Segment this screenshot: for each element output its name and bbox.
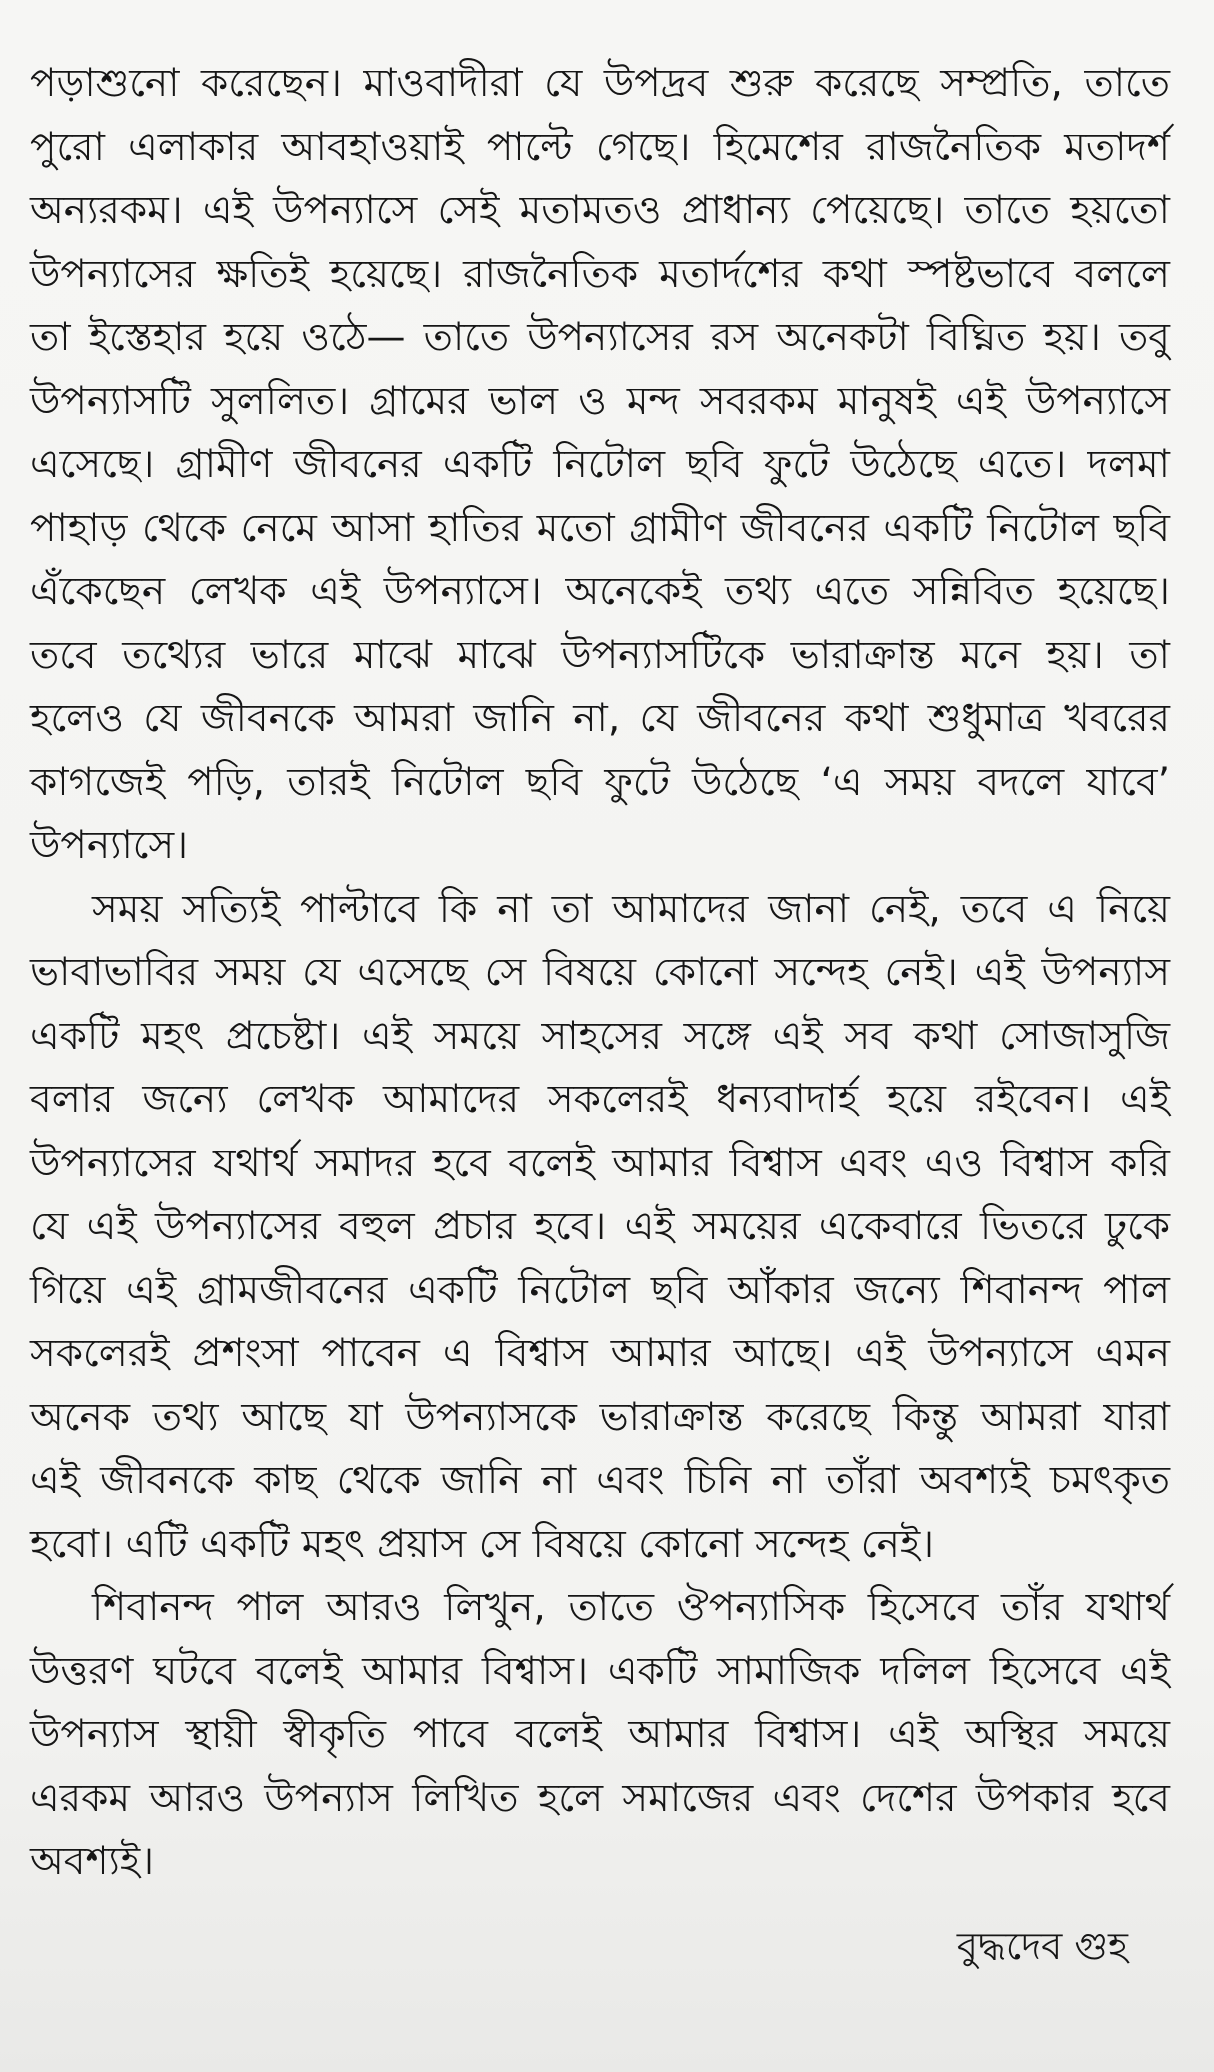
text-line: পুরো এলাকার আবহাওয়াই পাল্টে গেছে। হিমেশের রাজনৈতিক মতাদর্শ	[30, 124, 1170, 170]
text-line: উপন্যাস স্থায়ী স্বীকৃতি পাবে বলেই আমার বিশ্বাস। এই অস্থির সময়ে	[30, 1712, 1170, 1757]
text-line: এসেছে। গ্রামীণ জীবনের একটি নিটোল ছবি ফুটে উঠেছে এতে। দলমা	[30, 442, 1170, 487]
text-line: অবশ্যই।	[30, 1839, 155, 1884]
paragraph	[30, 52, 1170, 878]
text-line: সময় সত্যিই পাল্টাবে কি না তা আমাদের জানা নেই, তবে এ নিয়ে	[92, 886, 1170, 932]
text-line: তবে তথ্যের ভারে মাঝে মাঝে উপন্যাসটিকে ভারাক্রান্ত মনে হয়। তা	[30, 632, 1170, 678]
text-line: অনেক তথ্য আছে যা উপন্যাসকে ভারাক্রান্ত করেছে কিন্তু আমরা যারা	[30, 1394, 1170, 1440]
paragraph	[30, 1576, 1170, 1894]
text-line: শিবানন্দ পাল আরও লিখুন, তাতে ঔপন্যাসিক হিসেবে তাঁর যথার্থ	[92, 1585, 1170, 1630]
book-page-text	[30, 52, 1170, 1894]
text-line: অন্যরকম। এই উপন্যাসে সেই মতামতও প্রাধান্য পেয়েছে। তাতে হয়তো	[30, 188, 1170, 233]
text-line: কাগজেই পড়ি, তারই নিটোল ছবি ফুটে উঠেছে ‘এ সময় বদলে যাবে’	[30, 759, 1170, 805]
text-line: গিয়ে এই গ্রামজীবনের একটি নিটোল ছবি আঁকার জন্যে শিবানন্দ পাল	[30, 1267, 1170, 1313]
text-line: এরকম আরও উপন্যাস লিখিত হলে সমাজের এবং দেশের উপকার হবে	[30, 1775, 1170, 1821]
text-line: পড়াশুনো করেছেন। মাওবাদীরা যে উপদ্রব শুরু করেছে সম্প্রতি, তাতে	[30, 61, 1170, 106]
text-line: যে এই উপন্যাসের বহুল প্রচার হবে। এই সময়ের একেবারে ভিতরে ঢুকে	[30, 1204, 1170, 1249]
text-line: তা ইস্তেহার হয়ে ওঠে— তাতে উপন্যাসের রস অনেকটা বিঘ্নিত হয়। তবু	[30, 315, 1170, 360]
text-line: হলেও যে জীবনকে আমরা জানি না, যে জীবনের কথা শুধুমাত্র খবরের	[30, 696, 1170, 741]
text-line: হবো। এটি একটি মহৎ প্রয়াস সে বিষয়ে কোনো সন্দেহ নেই।	[30, 1521, 935, 1567]
text-line: উপন্যাসের যথার্থ সমাদর হবে বলেই আমার বিশ্বাস এবং এও বিশ্বাস করি	[30, 1140, 1170, 1186]
text-line: বলার জন্যে লেখক আমাদের সকলেরই ধন্যবাদার্হ হয়ে রইবেন। এই	[30, 1077, 1170, 1122]
text-line: উপন্যাসটি সুললিত। গ্রামের ভাল ও মন্দ সবরকম মানুষই এই উপন্যাসে	[30, 378, 1170, 424]
text-line: এঁকেছেন লেখক এই উপন্যাসে। অনেকেই তথ্য এতে সন্নিবিত হয়েছে।	[30, 569, 1170, 614]
text-line: পাহাড় থেকে নেমে আসা হাতির মতো গ্রামীণ জীবনের একটি নিটোল ছবি	[30, 505, 1170, 551]
text-line: উপন্যাসে।	[30, 823, 189, 868]
paragraph	[30, 878, 1170, 1577]
text-line: ভাবাভাবির সময় যে এসেছে সে বিষয়ে কোনো সন্দেহ নেই। এই উপন্যাস	[30, 950, 1170, 995]
text-line: এই জীবনকে কাছ থেকে জানি না এবং চিনি না তাঁরা অবশ্যই চমৎকৃত	[30, 1458, 1170, 1503]
text-line: সকলেরই প্রশংসা পাবেন এ বিশ্বাস আমার আছে। এই উপন্যাসে এমন	[30, 1331, 1170, 1376]
author-signature: বুদ্ধদেব গুহ	[956, 1924, 1128, 1968]
text-line: একটি মহৎ প্রচেষ্টা। এই সময়ে সাহসের সঙ্গে এই সব কথা সোজাসুজি	[30, 1013, 1170, 1059]
text-line: উপন্যাসের ক্ষতিই হয়েছে। রাজনৈতিক মতার্দশের কথা স্পষ্টভাবে বললে	[30, 251, 1170, 297]
text-line: উত্তরণ ঘটবে বলেই আমার বিশ্বাস। একটি সামাজিক দলিল হিসেবে এই	[30, 1648, 1170, 1694]
